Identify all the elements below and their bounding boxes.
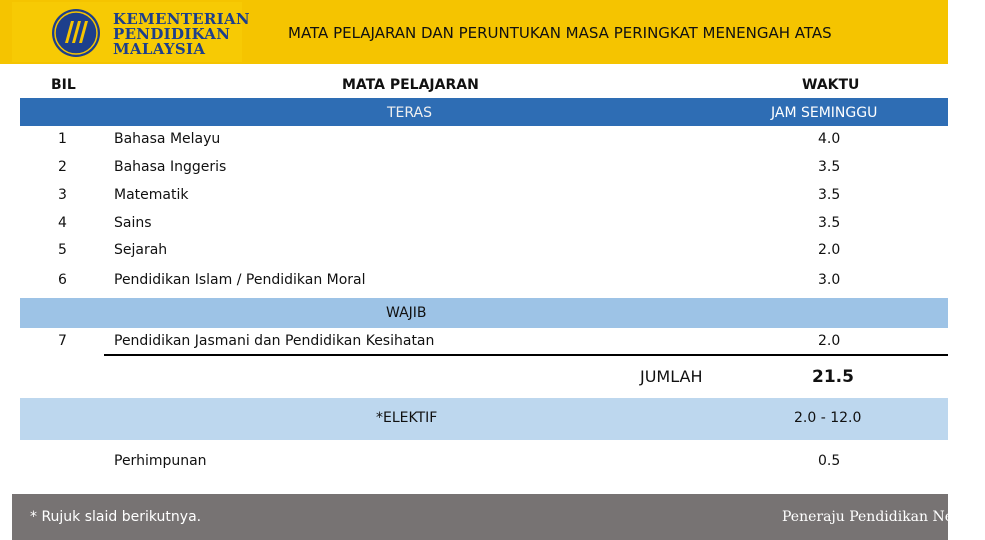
table-row-subject: Pendidikan Islam / Pendidikan Moral: [114, 272, 366, 288]
wajib-label: WAJIB: [386, 305, 427, 321]
assembly-label: Perhimpunan: [114, 453, 207, 469]
table-row-num: 2: [58, 159, 67, 175]
table-row-subject: Matematik: [114, 187, 189, 203]
table-row-hours: 2.0: [818, 242, 841, 258]
page-title: MATA PELAJARAN DAN PERUNTUKAN MASA PERINGKAT MENENGAH ATAS: [288, 24, 832, 42]
table-row-subject: Bahasa Inggeris: [114, 159, 227, 175]
table-row-subject: Sejarah: [114, 242, 168, 258]
elektif-label: *ELEKTIF: [376, 410, 438, 426]
table-row-num: 3: [58, 187, 67, 203]
ministry-line-3: MALAYSIA: [113, 40, 206, 58]
footer-note: * Rujuk slaid berikutnya.: [30, 509, 202, 525]
table-row-hours: 2.0: [818, 333, 841, 349]
table-row-subject: Bahasa Melayu: [114, 131, 221, 147]
table-row-num: 1: [58, 131, 67, 147]
ministry-name: [0, 0, 250, 64]
table-row-hours: 3.0: [818, 272, 841, 288]
table-row-hours: 4.0: [818, 131, 841, 147]
table-row-num: 7: [58, 333, 67, 349]
ministry-line-2: PENDIDIKAN: [113, 25, 231, 43]
column-header-time: WAKTU: [802, 77, 860, 93]
column-header-subject: MATA PELAJARAN: [342, 77, 479, 93]
table-row-hours: 3.5: [818, 159, 841, 175]
ministry-line-1: KEMENTERIAN: [113, 10, 250, 28]
table-row-num: 6: [58, 272, 67, 288]
table-row-subject: Pendidikan Jasmani dan Pendidikan Kesihatan: [114, 333, 435, 349]
teras-label: TERAS: [387, 105, 433, 121]
time-unit-label: JAM SEMINGGU: [771, 105, 878, 121]
column-header-bil: BIL: [51, 77, 76, 93]
footer-tagline: Peneraju Pendidikan Negara: [782, 509, 985, 525]
wajib-band: [20, 298, 948, 328]
total-label: JUMLAH: [640, 367, 703, 386]
table-row-hours: 3.5: [818, 215, 841, 231]
elektif-value: 2.0 - 12.0: [794, 410, 862, 426]
table-row-num: 5: [58, 242, 67, 258]
table-row-num: 4: [58, 215, 67, 231]
divider: [104, 354, 948, 356]
table-row-subject: Sains: [114, 215, 152, 231]
table-row-hours: 3.5: [818, 187, 841, 203]
total-value: 21.5: [812, 367, 854, 387]
assembly-value: 0.5: [818, 453, 841, 469]
